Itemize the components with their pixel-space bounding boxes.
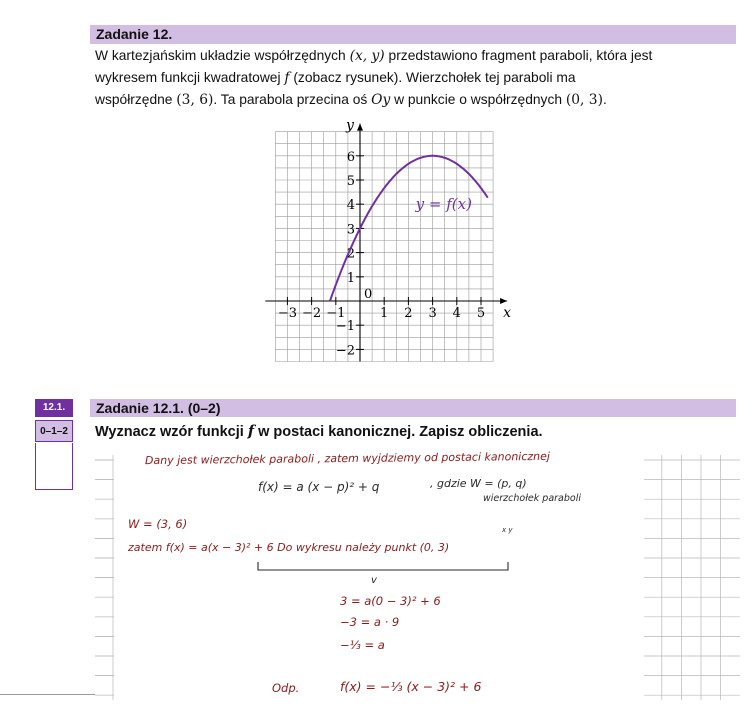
y-tick-label: −1 [335, 319, 355, 335]
answer-line-1: Dany jest wierzchołek paraboli , zatem wyjdziemy od postaci kanonicznej [144, 449, 551, 468]
y-tick-label: 1 [346, 270, 355, 286]
y-tick-label: 5 [346, 174, 355, 189]
subtask-instruction: Wyznacz wzór funkcji f w postaci kanonicznej. Zapisz obliczenia. [95, 423, 543, 440]
parabola-chart [277, 117, 530, 368]
x-tick-label: −2 [302, 306, 322, 321]
y-axis-label: y [346, 117, 354, 134]
task-description [95, 45, 735, 111]
x-tick-label: 1 [380, 306, 389, 321]
y-tick-label: 2 [346, 246, 355, 262]
x-axis-arrow [500, 298, 507, 304]
x-tick-label: 5 [476, 306, 486, 321]
page-divider [0, 694, 95, 695]
x-tick-label: −3 [277, 306, 297, 321]
x-tick-label: 4 [452, 306, 461, 321]
y-tick-label: 3 [346, 222, 355, 238]
task-line-3: współrzędne (3, 6). Ta parabola przecina oś Oy w punkcie o współrzędnych (0, 3). [95, 92, 607, 108]
y-tick-label: −2 [335, 343, 355, 359]
equation-1: 3 = a(0 − 3)² + 6 [340, 594, 441, 608]
brace [255, 560, 511, 580]
x-tick-label: −1 [326, 306, 346, 321]
canonical-formula: f(x) = a (x − p)² + q [258, 480, 380, 494]
y-tick-label: 6 [346, 149, 355, 165]
subtask-title: Zadanie 12.1. (0–2) [96, 400, 221, 416]
y-tick-label: 4 [346, 198, 355, 214]
task-title: Zadanie 12. [96, 26, 173, 42]
then-line: zatem f(x) = a(x − 3)² + 6 Do wykresu należy punkt (0, 3) [128, 541, 450, 554]
where-note: , gdzie W = (p, q) [430, 477, 527, 490]
x-tick-label: 2 [404, 306, 413, 321]
vertex-value: W = (3, 6) [128, 517, 188, 531]
vertex-note: wierzchołek paraboli [483, 493, 581, 504]
score-box[interactable] [35, 443, 73, 490]
y-axis-arrow [357, 124, 363, 131]
task-line-2: wykresem funkcji kwadratowej f (zobacz rysunek). Wierzchołek tej paraboli ma [95, 70, 576, 86]
equation-2: −3 = a · 9 [340, 615, 400, 629]
answer-label: Odp. [272, 681, 300, 695]
task-line-1: W kartezjańskim układzie współrzędnych (x, y) przedstawiono fragment paraboli, która jest [95, 48, 653, 64]
equation-3: −⅓ = a [340, 638, 385, 652]
x-axis-label: x [503, 305, 512, 321]
task-header [90, 25, 736, 44]
x-tick-label: 3 [428, 306, 437, 321]
v-mark: v [371, 575, 377, 586]
xy-marks: x y [502, 526, 513, 534]
origin-label: 0 [364, 287, 373, 302]
final-answer: f(x) = −⅓ (x − 3)² + 6 [340, 679, 482, 694]
function-label: y = f(x) [415, 195, 472, 214]
points-badge: 0–1–2 [35, 420, 73, 442]
subtask-header [90, 399, 736, 417]
subtask-number-badge: 12.1. [35, 399, 73, 417]
